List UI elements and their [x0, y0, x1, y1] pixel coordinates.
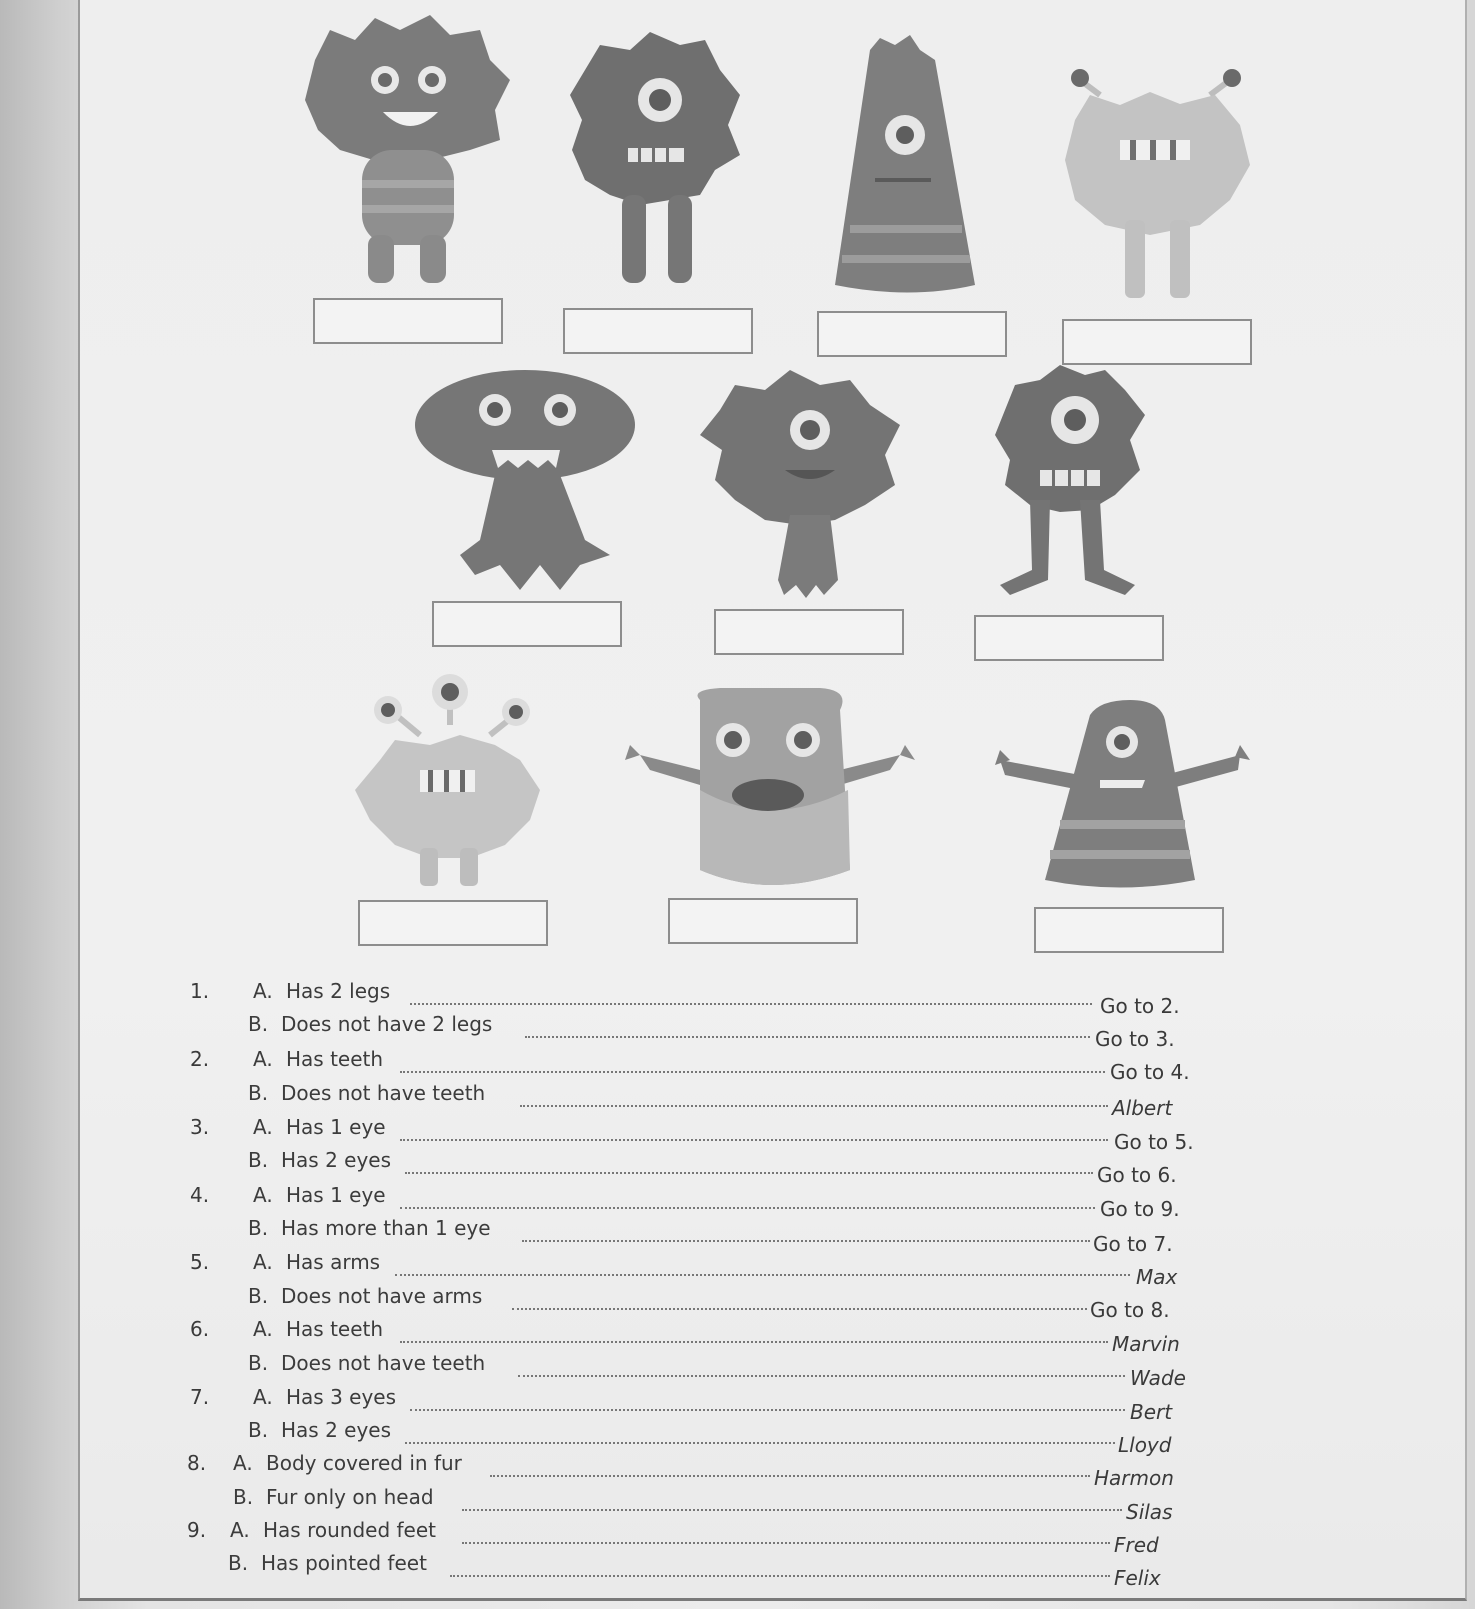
- key-option-letter: A.: [253, 1047, 273, 1071]
- leader-dots: [405, 1172, 1093, 1174]
- leader-dots: [410, 1409, 1125, 1411]
- key-result: Go to 6.: [1097, 1163, 1177, 1187]
- leader-dots: [400, 1207, 1095, 1209]
- key-result: Go to 5.: [1114, 1130, 1194, 1154]
- key-number: 2.: [190, 1047, 210, 1071]
- key-option-letter: B.: [248, 1216, 269, 1240]
- key-option-letter: B.: [233, 1485, 254, 1509]
- key-option-letter: A.: [253, 1317, 273, 1341]
- key-option-letter: B.: [248, 1148, 269, 1172]
- leader-dots: [400, 1341, 1108, 1343]
- key-result-monster-name: Wade: [1130, 1366, 1186, 1390]
- key-number: 5.: [190, 1250, 210, 1274]
- key-option-text: Has arms: [286, 1250, 381, 1274]
- key-option-text: Has pointed feet: [261, 1551, 427, 1575]
- key-option-text: Has rounded feet: [263, 1518, 436, 1542]
- key-option-text: Does not have arms: [281, 1284, 483, 1308]
- leader-dots: [512, 1308, 1087, 1310]
- key-number: 8.: [187, 1451, 207, 1475]
- key-option-letter: A.: [253, 1183, 273, 1207]
- key-result: Go to 9.: [1100, 1197, 1180, 1221]
- leader-dots: [490, 1475, 1090, 1477]
- key-result-monster-name: Harmon: [1094, 1466, 1174, 1490]
- key-option-text: Has 2 eyes: [281, 1418, 392, 1442]
- key-result: Go to 3.: [1095, 1027, 1175, 1051]
- leader-dots: [400, 1139, 1108, 1141]
- key-number: 7.: [190, 1385, 210, 1409]
- key-option-text: Does not have 2 legs: [281, 1012, 493, 1036]
- key-result-monster-name: Max: [1136, 1265, 1178, 1289]
- key-number: 9.: [187, 1518, 207, 1542]
- key-option-text: Has teeth: [286, 1317, 384, 1341]
- key-number: 6.: [190, 1317, 210, 1341]
- key-option-letter: A.: [253, 1250, 273, 1274]
- key-option-text: Has 2 eyes: [281, 1148, 392, 1172]
- key-result-monster-name: Albert: [1112, 1096, 1173, 1120]
- key-result-monster-name: Felix: [1114, 1566, 1161, 1590]
- key-option-text: Has 1 eye: [286, 1183, 386, 1207]
- key-result-monster-name: Silas: [1126, 1500, 1173, 1524]
- leader-dots: [522, 1240, 1090, 1242]
- key-option-letter: B.: [248, 1418, 269, 1442]
- leader-dots: [462, 1509, 1122, 1511]
- key-result-monster-name: Marvin: [1112, 1332, 1180, 1356]
- key-result-monster-name: Lloyd: [1118, 1433, 1172, 1457]
- key-option-letter: B.: [248, 1012, 269, 1036]
- key-result-monster-name: Bert: [1130, 1400, 1173, 1424]
- leader-dots: [395, 1274, 1130, 1276]
- key-number: 3.: [190, 1115, 210, 1139]
- leader-dots: [400, 1071, 1105, 1073]
- key-option-text: Fur only on head: [266, 1485, 434, 1509]
- key-option-letter: A.: [253, 1385, 273, 1409]
- leader-dots: [405, 1442, 1115, 1444]
- key-option-letter: B.: [248, 1284, 269, 1308]
- key-number: 4.: [190, 1183, 210, 1207]
- key-option-letter: A.: [230, 1518, 250, 1542]
- key-result: Go to 7.: [1093, 1232, 1173, 1256]
- key-option-text: Has teeth: [286, 1047, 384, 1071]
- key-option-text: Does not have teeth: [281, 1351, 486, 1375]
- leader-dots: [520, 1105, 1108, 1107]
- key-result: Go to 4.: [1110, 1060, 1190, 1084]
- key-option-text: Body covered in fur: [266, 1451, 462, 1475]
- key-option-text: Has 2 legs: [286, 979, 391, 1003]
- key-option-letter: A.: [233, 1451, 253, 1475]
- key-option-text: Has 3 eyes: [286, 1385, 397, 1409]
- key-option-text: Does not have teeth: [281, 1081, 486, 1105]
- leader-dots: [525, 1036, 1090, 1038]
- key-number: 1.: [190, 979, 210, 1003]
- key-option-letter: A.: [253, 979, 273, 1003]
- leader-dots: [450, 1575, 1110, 1577]
- leader-dots: [518, 1375, 1125, 1377]
- key-option-letter: A.: [253, 1115, 273, 1139]
- key-option-text: Has more than 1 eye: [281, 1216, 491, 1240]
- leader-dots: [410, 1003, 1092, 1005]
- key-option-text: Has 1 eye: [286, 1115, 386, 1139]
- key-result: Go to 2.: [1100, 994, 1180, 1018]
- key-option-letter: B.: [228, 1551, 249, 1575]
- key-result-monster-name: Fred: [1114, 1533, 1159, 1557]
- key-option-letter: B.: [248, 1081, 269, 1105]
- leader-dots: [462, 1542, 1110, 1544]
- key-result: Go to 8.: [1090, 1298, 1170, 1322]
- key-option-letter: B.: [248, 1351, 269, 1375]
